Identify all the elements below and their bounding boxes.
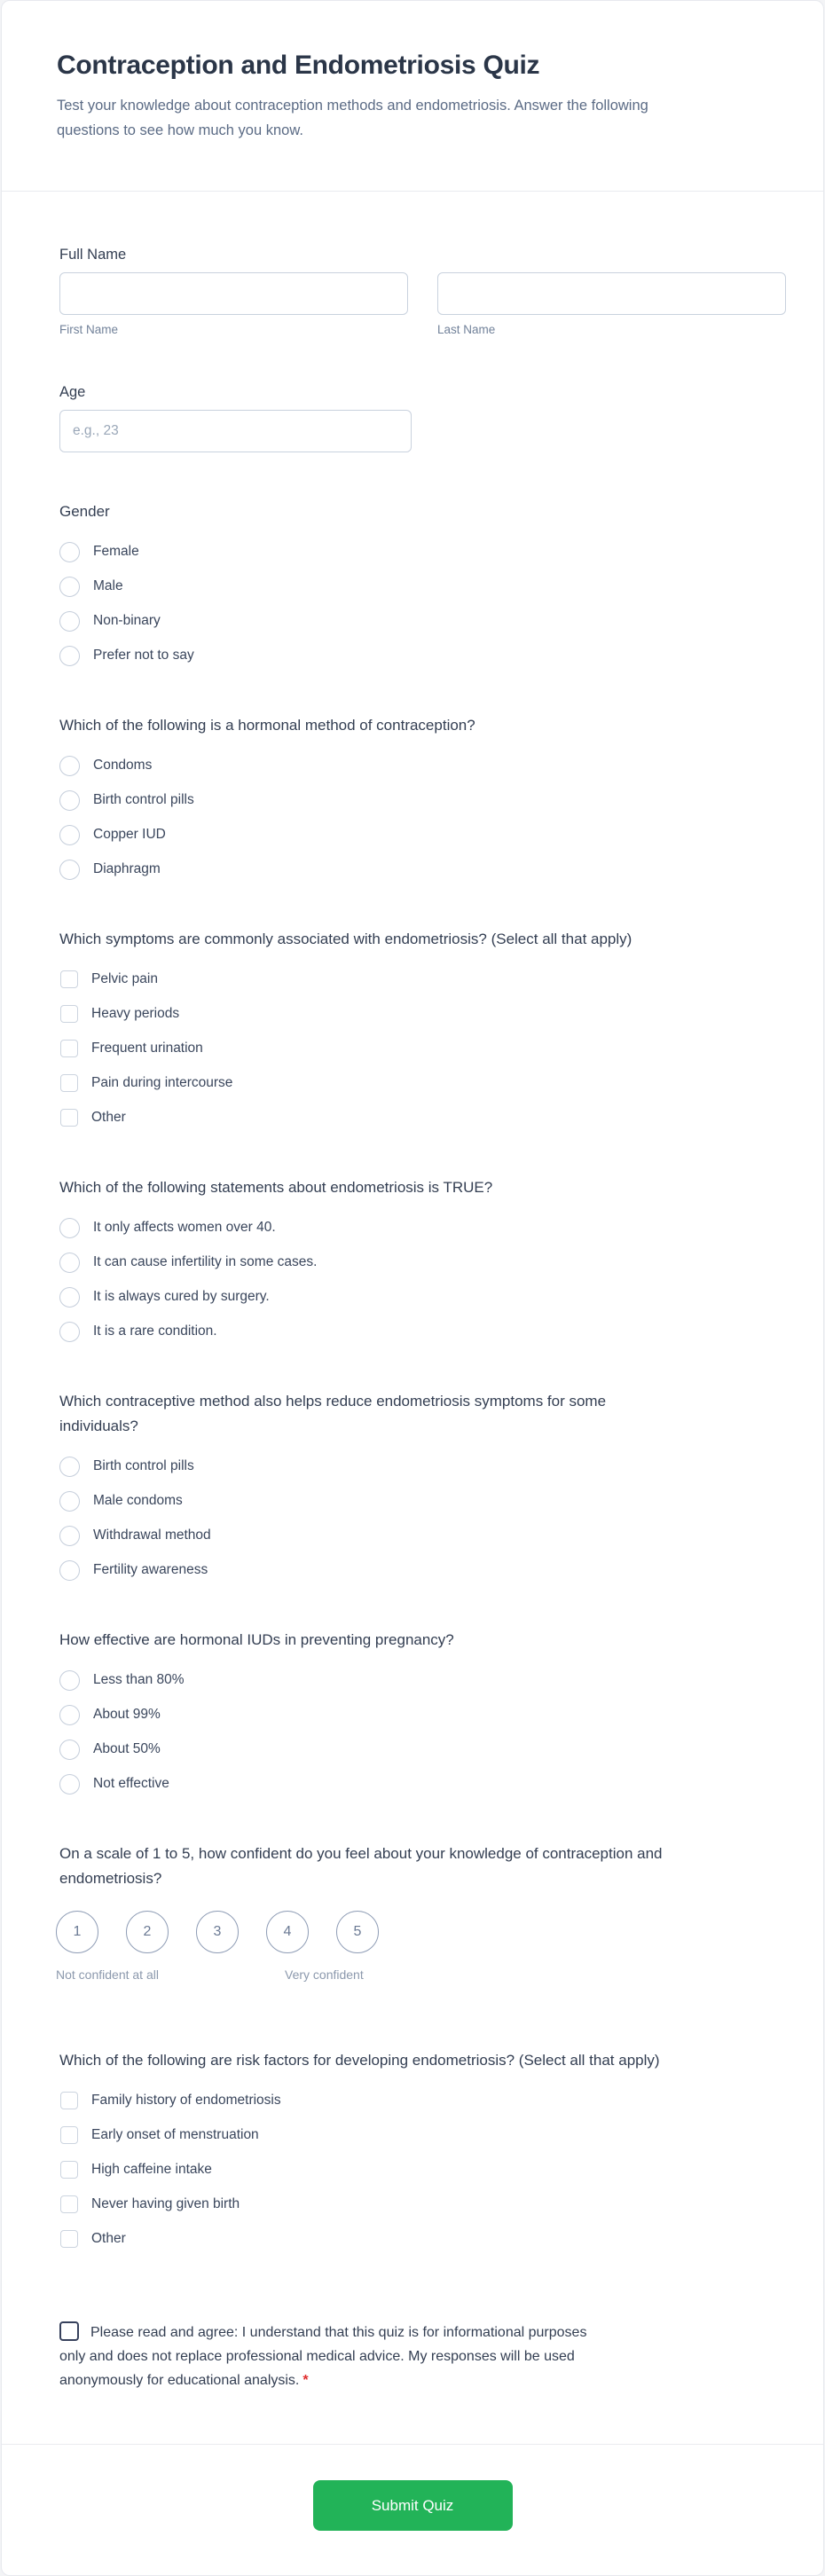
option-label: Birth control pills bbox=[93, 792, 194, 807]
question-section bbox=[59, 1628, 786, 1795]
option-label: Pelvic pain bbox=[91, 971, 158, 986]
options-list bbox=[59, 755, 786, 880]
agreement-text: Please read and agree: I understand that this quiz is for informational purposes only and does not replace professional medical advice. My responses will be used anonymously for educational analysis. bbox=[59, 2325, 587, 2388]
option-label: Pain during intercourse bbox=[91, 1075, 233, 1090]
quiz-header bbox=[2, 1, 823, 192]
radio-button[interactable] bbox=[59, 1218, 80, 1238]
scale-option-2[interactable]: 2 bbox=[126, 1911, 169, 1953]
option-label: About 50% bbox=[93, 1741, 161, 1756]
radio-button[interactable] bbox=[59, 1740, 80, 1760]
radio-button[interactable] bbox=[59, 1560, 80, 1581]
question-label: On a scale of 1 to 5, how confident do you feel about your knowledge of contraception and endometriosis? bbox=[59, 1845, 663, 1887]
first-name-input[interactable] bbox=[59, 272, 408, 315]
quiz-footer bbox=[2, 2444, 823, 2575]
checkbox-button[interactable] bbox=[60, 2161, 78, 2179]
checkbox-button[interactable] bbox=[60, 1074, 78, 1092]
checkbox-option-row bbox=[59, 1003, 786, 1025]
option-label: Never having given birth bbox=[91, 2196, 240, 2211]
radio-button[interactable] bbox=[59, 1322, 80, 1342]
agreement-row bbox=[59, 2321, 601, 2392]
option-label: It can cause infertility in some cases. bbox=[93, 1254, 318, 1269]
checkbox-option-row bbox=[59, 1038, 786, 1059]
scale-option-4[interactable]: 4 bbox=[266, 1911, 309, 1953]
radio-button[interactable] bbox=[59, 825, 80, 845]
option-label: Heavy periods bbox=[91, 1006, 180, 1021]
option-label: Frequent urination bbox=[91, 1041, 203, 1056]
checkbox-button[interactable] bbox=[60, 2195, 78, 2213]
question-label: Which contraceptive method also helps reduce endometriosis symptoms for some individuals? bbox=[59, 1393, 607, 1434]
question-section bbox=[56, 1842, 786, 2001]
option-label: Diaphragm bbox=[93, 861, 161, 876]
last-name-sublabel: Last Name bbox=[437, 323, 496, 336]
question-section bbox=[59, 1389, 786, 1581]
agreement-checkbox[interactable] bbox=[59, 2321, 79, 2341]
options-list bbox=[59, 1217, 786, 1342]
radio-button[interactable] bbox=[59, 1774, 80, 1795]
option-label: Prefer not to say bbox=[93, 648, 194, 663]
option-label: Other bbox=[91, 1110, 126, 1125]
radio-option-row bbox=[59, 755, 786, 776]
radio-option-row bbox=[59, 1525, 786, 1546]
radio-option-row bbox=[59, 610, 786, 632]
radio-button[interactable] bbox=[59, 1705, 80, 1725]
option-label: About 99% bbox=[93, 1707, 161, 1722]
option-label: Male condoms bbox=[93, 1493, 183, 1508]
option-label: Early onset of menstruation bbox=[91, 2127, 259, 2142]
question-label: Which symptoms are commonly associated with endometriosis? (Select all that apply) bbox=[59, 931, 632, 947]
radio-option-row bbox=[59, 541, 786, 562]
last-name-column bbox=[437, 272, 786, 336]
radio-option-row bbox=[59, 1704, 786, 1725]
first-name-column bbox=[59, 272, 408, 336]
option-label: High caffeine intake bbox=[91, 2162, 212, 2177]
question-section bbox=[59, 1175, 786, 1342]
scale-option-1[interactable]: 1 bbox=[56, 1911, 98, 1953]
radio-option-row bbox=[59, 859, 786, 880]
radio-option-row bbox=[59, 645, 786, 666]
options-list bbox=[59, 1456, 786, 1581]
question-label: Which of the following is a hormonal method of contraception? bbox=[59, 717, 475, 734]
question-label: Which of the following statements about endometriosis is TRUE? bbox=[59, 1179, 493, 1196]
question-label: How effective are hormonal IUDs in preventing pregnancy? bbox=[59, 1631, 454, 1648]
checkbox-option-row bbox=[59, 1072, 786, 1094]
checkbox-option-row bbox=[59, 1107, 786, 1128]
question-label: Gender bbox=[59, 503, 110, 520]
radio-button[interactable] bbox=[59, 646, 80, 666]
page-title: Contraception and Endometriosis Quiz bbox=[57, 51, 540, 80]
option-label: Birth control pills bbox=[93, 1458, 194, 1473]
radio-option-row bbox=[59, 1490, 786, 1512]
radio-option-row bbox=[59, 1217, 786, 1238]
option-label: Fertility awareness bbox=[93, 1562, 208, 1577]
radio-option-row bbox=[59, 1559, 786, 1581]
question-section bbox=[59, 2048, 786, 2250]
radio-option-row bbox=[59, 789, 786, 811]
checkbox-button[interactable] bbox=[60, 2230, 78, 2248]
checkbox-button[interactable] bbox=[60, 2126, 78, 2144]
checkbox-button[interactable] bbox=[60, 2092, 78, 2109]
question-section bbox=[59, 499, 786, 666]
first-name-sublabel: First Name bbox=[59, 323, 119, 336]
page-subtitle: Test your knowledge about contraception methods and endometriosis. Answer the following questions to see how much you know. bbox=[57, 98, 648, 138]
radio-option-row bbox=[59, 824, 786, 845]
scale-options-row bbox=[56, 1911, 786, 1953]
checkbox-button[interactable] bbox=[60, 970, 78, 988]
option-label: It is always cured by surgery. bbox=[93, 1289, 270, 1304]
submit-quiz-button[interactable]: Submit Quiz bbox=[313, 2480, 513, 2531]
option-label: It only affects women over 40. bbox=[93, 1220, 276, 1235]
radio-button[interactable] bbox=[59, 790, 80, 811]
option-label: Family history of endometriosis bbox=[91, 2093, 281, 2108]
required-asterisk: * bbox=[302, 2373, 309, 2388]
quiz-card bbox=[1, 0, 824, 2576]
radio-button[interactable] bbox=[59, 860, 80, 880]
age-label: Age bbox=[59, 384, 86, 400]
option-label: Other bbox=[91, 2231, 126, 2246]
radio-option-row bbox=[59, 1669, 786, 1691]
scale-option-5[interactable]: 5 bbox=[336, 1911, 379, 1953]
radio-button[interactable] bbox=[59, 1526, 80, 1546]
question-section bbox=[59, 713, 786, 880]
radio-button[interactable] bbox=[59, 1491, 80, 1512]
option-label: It is a rare condition. bbox=[93, 1323, 217, 1339]
scale-caption-left: Not confident at all bbox=[56, 1967, 159, 1982]
checkbox-option-row bbox=[59, 2194, 786, 2215]
question-label: Which of the following are risk factors for developing endometriosis? (Select all that apply) bbox=[59, 2052, 660, 2069]
option-label: Condoms bbox=[93, 758, 153, 773]
scale-captions bbox=[56, 1966, 786, 2001]
radio-option-row bbox=[59, 1252, 786, 1273]
option-label: Male bbox=[93, 578, 123, 593]
full-name-field bbox=[59, 247, 786, 336]
scale-option-3[interactable]: 3 bbox=[196, 1911, 239, 1953]
radio-option-row bbox=[59, 1739, 786, 1760]
option-label: Not effective bbox=[93, 1776, 169, 1791]
radio-option-row bbox=[59, 1773, 786, 1795]
radio-option-row bbox=[59, 1456, 786, 1477]
radio-button[interactable] bbox=[59, 611, 80, 632]
checkbox-option-row bbox=[59, 2124, 786, 2146]
options-list bbox=[59, 969, 786, 1128]
option-label: Female bbox=[93, 544, 139, 559]
checkbox-button[interactable] bbox=[60, 1109, 78, 1127]
checkbox-option-row bbox=[59, 969, 786, 990]
options-list bbox=[59, 2090, 786, 2250]
radio-button[interactable] bbox=[59, 1287, 80, 1308]
options-list bbox=[59, 1669, 786, 1795]
checkbox-button[interactable] bbox=[60, 1040, 78, 1057]
option-label: Less than 80% bbox=[93, 1672, 185, 1687]
quiz-form bbox=[2, 192, 823, 2392]
scale-caption-right: Very confident bbox=[285, 1967, 364, 1982]
name-inputs-row bbox=[59, 272, 786, 336]
age-field bbox=[59, 384, 786, 452]
radio-option-row bbox=[59, 1321, 786, 1342]
checkbox-button[interactable] bbox=[60, 1005, 78, 1023]
radio-option-row bbox=[59, 576, 786, 597]
last-name-input[interactable] bbox=[437, 272, 786, 315]
options-list bbox=[59, 541, 786, 666]
checkbox-option-row bbox=[59, 2228, 786, 2250]
radio-option-row bbox=[59, 1286, 786, 1308]
option-label: Withdrawal method bbox=[93, 1528, 211, 1543]
option-label: Copper IUD bbox=[93, 827, 166, 842]
checkbox-option-row bbox=[59, 2159, 786, 2180]
radio-button[interactable] bbox=[59, 577, 80, 597]
radio-button[interactable] bbox=[59, 1457, 80, 1477]
option-label: Non-binary bbox=[93, 613, 161, 628]
radio-button[interactable] bbox=[59, 542, 80, 562]
checkbox-option-row bbox=[59, 2090, 786, 2111]
age-input[interactable] bbox=[59, 410, 412, 452]
full-name-label: Full Name bbox=[59, 247, 127, 263]
question-section bbox=[59, 927, 786, 1128]
questions-container bbox=[56, 499, 786, 2250]
radio-button[interactable] bbox=[59, 756, 80, 776]
radio-button[interactable] bbox=[59, 1670, 80, 1691]
radio-button[interactable] bbox=[59, 1253, 80, 1273]
